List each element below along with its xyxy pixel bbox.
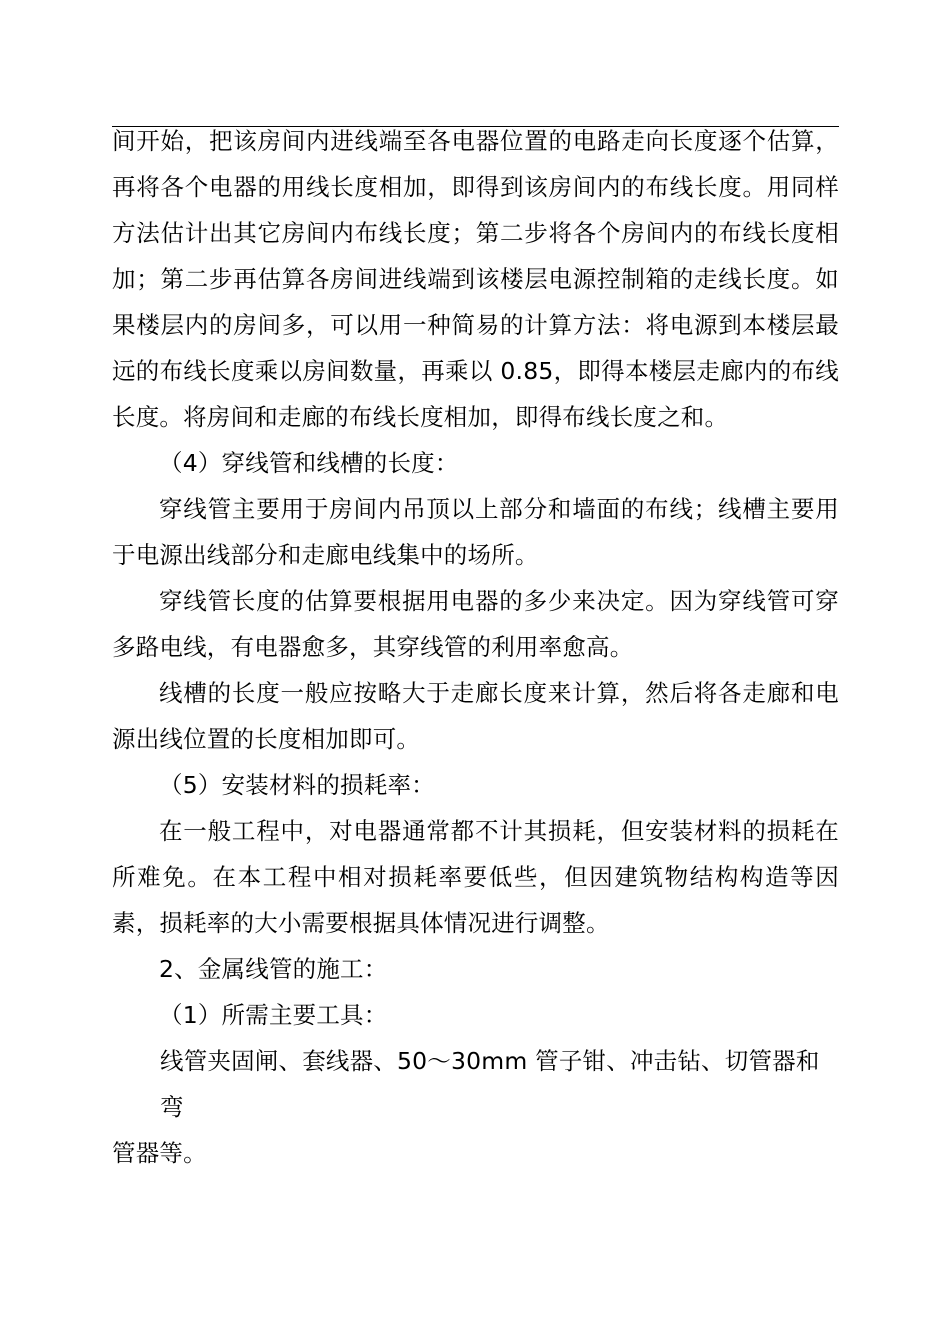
paragraph-trunking-length: 线槽的长度一般应按略大于走廊长度来计算，然后将各走廊和电源出线位置的长度相加即可。 <box>112 679 839 753</box>
tools-list-continuation: 管器等。 <box>112 1139 207 1167</box>
heading-metal-conduit-construction: 2、金属线管的施工： <box>159 955 388 983</box>
paragraph-conduit-usage: 穿线管主要用于房间内吊顶以上部分和墙面的布线；线槽主要用于电源出线部分和走廊电线集中的场所。 <box>112 495 839 569</box>
heading-conduit-trunking-length: （4）穿线管和线槽的长度： <box>159 449 459 477</box>
paragraph-loss-rate: 在一般工程中，对电器通常都不计其损耗，但安装材料的损耗在所难免。在本工程中相对损耗率要低些，但因建筑物结构构造等因素，损耗率的大小需要根据具体情况进行调整。 <box>112 817 839 937</box>
heading-loss-rate: （5）安装材料的损耗率： <box>159 771 435 799</box>
paragraph-conduit-estimate: 穿线管长度的估算要根据用电器的多少来决定。因为穿线管可穿多路电线，有电器愈多，其穿线管的利用率愈高。 <box>112 587 839 661</box>
tools-list-line: 线管夹固闸、套线器、50～30mm 管子钳、冲击钻、切管器和弯 <box>160 1047 820 1121</box>
document-body <box>112 118 839 1176</box>
paragraph-wiring-length: 间开始，把该房间内进线端至各电器位置的电路走向长度逐个估算，再将各个电器的用线长度相加，即得到该房间内的布线长度。用同样方法估计出其它房间内布线长度；第二步将各个房间内的布线长度相加；第二步再估算各房间进线端到该楼层电源控制箱的走线长度。如果楼层内的房间多，可以用一种简易的计算方法：将电源到本楼层最远的布线长度乘以房间数量，再乘以 0.85，即得本楼层走廊内的布线长度。将房间和走廊的布线长度相加，即得布线长度之和。 <box>112 127 839 431</box>
heading-required-tools: （1）所需主要工具： <box>159 1001 388 1029</box>
